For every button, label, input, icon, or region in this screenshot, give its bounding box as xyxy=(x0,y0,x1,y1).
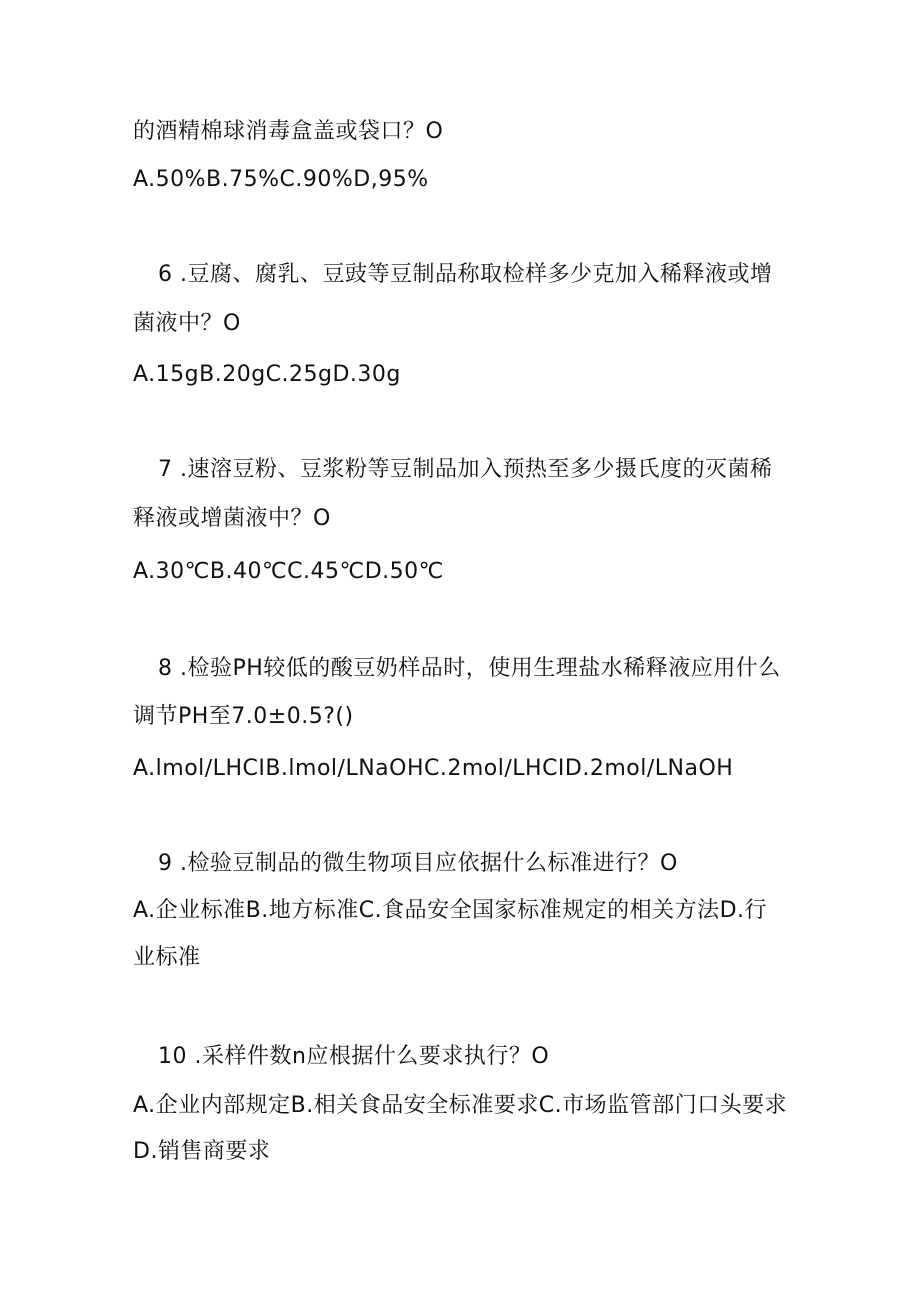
question-7-line-1: 7 .速溶豆粉、豆浆粉等豆制品加入预热至多少摄氏度的灭菌稀 xyxy=(158,457,773,482)
question-6-line-2: 菌液中？O xyxy=(133,311,241,336)
question-8-options: A.lmol∕LHCIB.lmol∕LNaOHC.2mol∕LHCID.2mol∕LNaOH xyxy=(133,756,734,781)
question-9-line-1: 9 .检验豆制品的微生物项目应依据什么标准进行？O xyxy=(158,851,678,876)
question-9-options-line-2: 业标准 xyxy=(133,945,201,970)
question-10-options-line-2: D.销售商要求 xyxy=(133,1139,271,1164)
question-7-line-2: 释液或增菌液中？O xyxy=(133,506,331,531)
question-5-tail: 的酒精棉球消毒盒盖或袋口？O xyxy=(133,119,444,144)
question-9-options-line-1: A.企业标准B.地方标准C.食品安全国家标准规定的相关方法D.行 xyxy=(133,898,768,923)
question-7-options: A.30℃B.40℃C.45℃D.50℃ xyxy=(133,559,444,584)
question-5-options: A.50%B.75%C.90%D,95% xyxy=(133,167,429,192)
question-8-line-1: 8 .检验PH较低的酸豆奶样品时，使用生理盐水稀释液应用什么 xyxy=(158,656,781,681)
question-6-line-1: 6 .豆腐、腐乳、豆豉等豆制品称取检样多少克加入稀释液或增 xyxy=(158,262,773,287)
question-8-line-2: 调节PH至7.0±0.5?() xyxy=(133,704,354,729)
question-10-line-1: 10 .采样件数n应根据什么要求执行？O xyxy=(158,1044,550,1069)
question-10-options-line-1: A.企业内部规定B.相关食品安全标准要求C.市场监管部门口头要求 xyxy=(133,1093,788,1118)
question-6-options: A.15gB.20gC.25gD.30g xyxy=(133,362,401,387)
